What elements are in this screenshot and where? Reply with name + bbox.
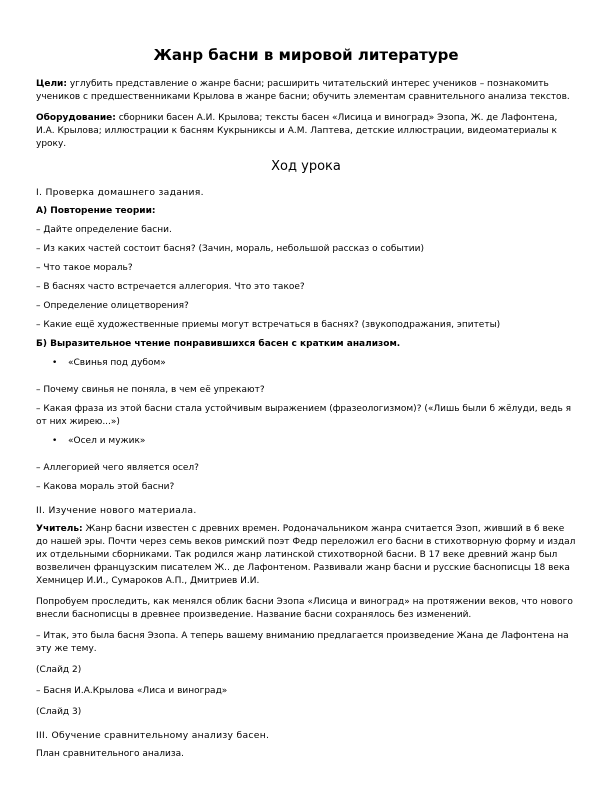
question-item: – Дайте определение басни. <box>36 225 172 235</box>
fable-title: «Осел и мужик» <box>68 436 146 446</box>
teacher-paragraph <box>36 523 576 588</box>
paragraph: План сравнительного анализа. <box>36 749 184 759</box>
document-page <box>36 46 576 769</box>
goals-label: Цели: <box>36 79 67 89</box>
goals-text: углубить представление о жанре басни; расширить читательский интерес учеников – познакомить учеников с предшественниками Крылова в жанре басни; обучить элементам сравнительного анализа текстов. <box>36 79 570 102</box>
goals-paragraph <box>36 78 576 104</box>
teacher-text: Жанр басни известен с древних времен. Родоначальником жанра считается Эзоп, живший в 6 веке до нашей эры. Почти через семь веков римский поэт Федр переложил его басни в стихотворную форму и издал их отдельными сборниками. Так родился жанр латинской стихотворной басни. В 17 веке древний жанр был возвеличен французским писателем Ж.. де Лафонтеном. Развивали жанр басни и русские баснописцы 18 века Хемницер И.И., Сумароков А.П., Дмитриев И.И. <box>36 524 576 586</box>
section-1-sub-b: Б) Выразительное чтение понравившихся басен с кратким анализом. <box>36 339 401 349</box>
equipment-text: сборники басен А.И. Крылова; тексты басен «Лисица и виноград» Эзопа, Ж. де Лафонтена, И.А. Крылова; иллюстрации к басням Кукрыниксы и А.М. Лаптева, детские иллюстрации, видеоматериалы к уроку. <box>36 113 558 149</box>
section-2-heading: II. Изучение нового материала. <box>36 505 197 516</box>
fable-bullet-item <box>36 357 576 370</box>
question-item: – Какие ещё художественные приемы могут встречаться в баснях? (звукоподражания, эпитеты) <box>36 320 501 330</box>
section-1-heading: I. Проверка домашнего задания. <box>36 187 204 198</box>
equipment-paragraph <box>36 112 576 151</box>
paragraph: – Итак, это была басня Эзопа. А теперь вашему вниманию предлагается произведение Жана де Лафонтена на эту же тему. <box>36 631 569 654</box>
paragraph: Попробуем проследить, как менялся облик басни Эзопа «Лисица и виноград» на протяжении веков, что нового внесли баснописцы в древнее произведение. Название басни сохранялось без изменений. <box>36 597 573 620</box>
slide-reference: (Слайд 3) <box>36 707 82 717</box>
question-item: – В баснях часто встречается аллегория. Что это такое? <box>36 282 305 292</box>
slide-reference: (Слайд 2) <box>36 665 82 675</box>
question-item: – Какая фраза из этой басни стала устойчивым выражением (фразеологизмом)? («Лишь были б жёлуди, ведь я от них жирею...») <box>36 404 572 427</box>
question-item: – Из каких частей состоит басня? (Зачин, мораль, небольшой рассказ о событии) <box>36 244 424 254</box>
fable-title: «Свинья под дубом» <box>68 358 166 368</box>
question-item: – Аллегорией чего является осел? <box>36 463 199 473</box>
question-item: – Что такое мораль? <box>36 263 133 273</box>
teacher-label: Учитель: <box>36 524 83 534</box>
bullet-icon: • <box>52 358 58 368</box>
document-title: Жанр басни в мировой литературе <box>153 46 459 64</box>
paragraph: – Басня И.А.Крылова «Лиса и виноград» <box>36 686 228 696</box>
equipment-label: Оборудование: <box>36 113 116 123</box>
question-item: – Какова мораль этой басни? <box>36 482 175 492</box>
fable-bullet-item <box>36 435 576 448</box>
question-item: – Определение олицетворения? <box>36 301 189 311</box>
section-1-sub-a: А) Повторение теории: <box>36 206 156 216</box>
lesson-title: Ход урока <box>271 159 341 174</box>
section-3-heading: III. Обучение сравнительному анализу басен. <box>36 730 270 741</box>
question-item: – Почему свинья не поняла, в чем её упрекают? <box>36 385 265 395</box>
bullet-icon: • <box>52 436 58 446</box>
